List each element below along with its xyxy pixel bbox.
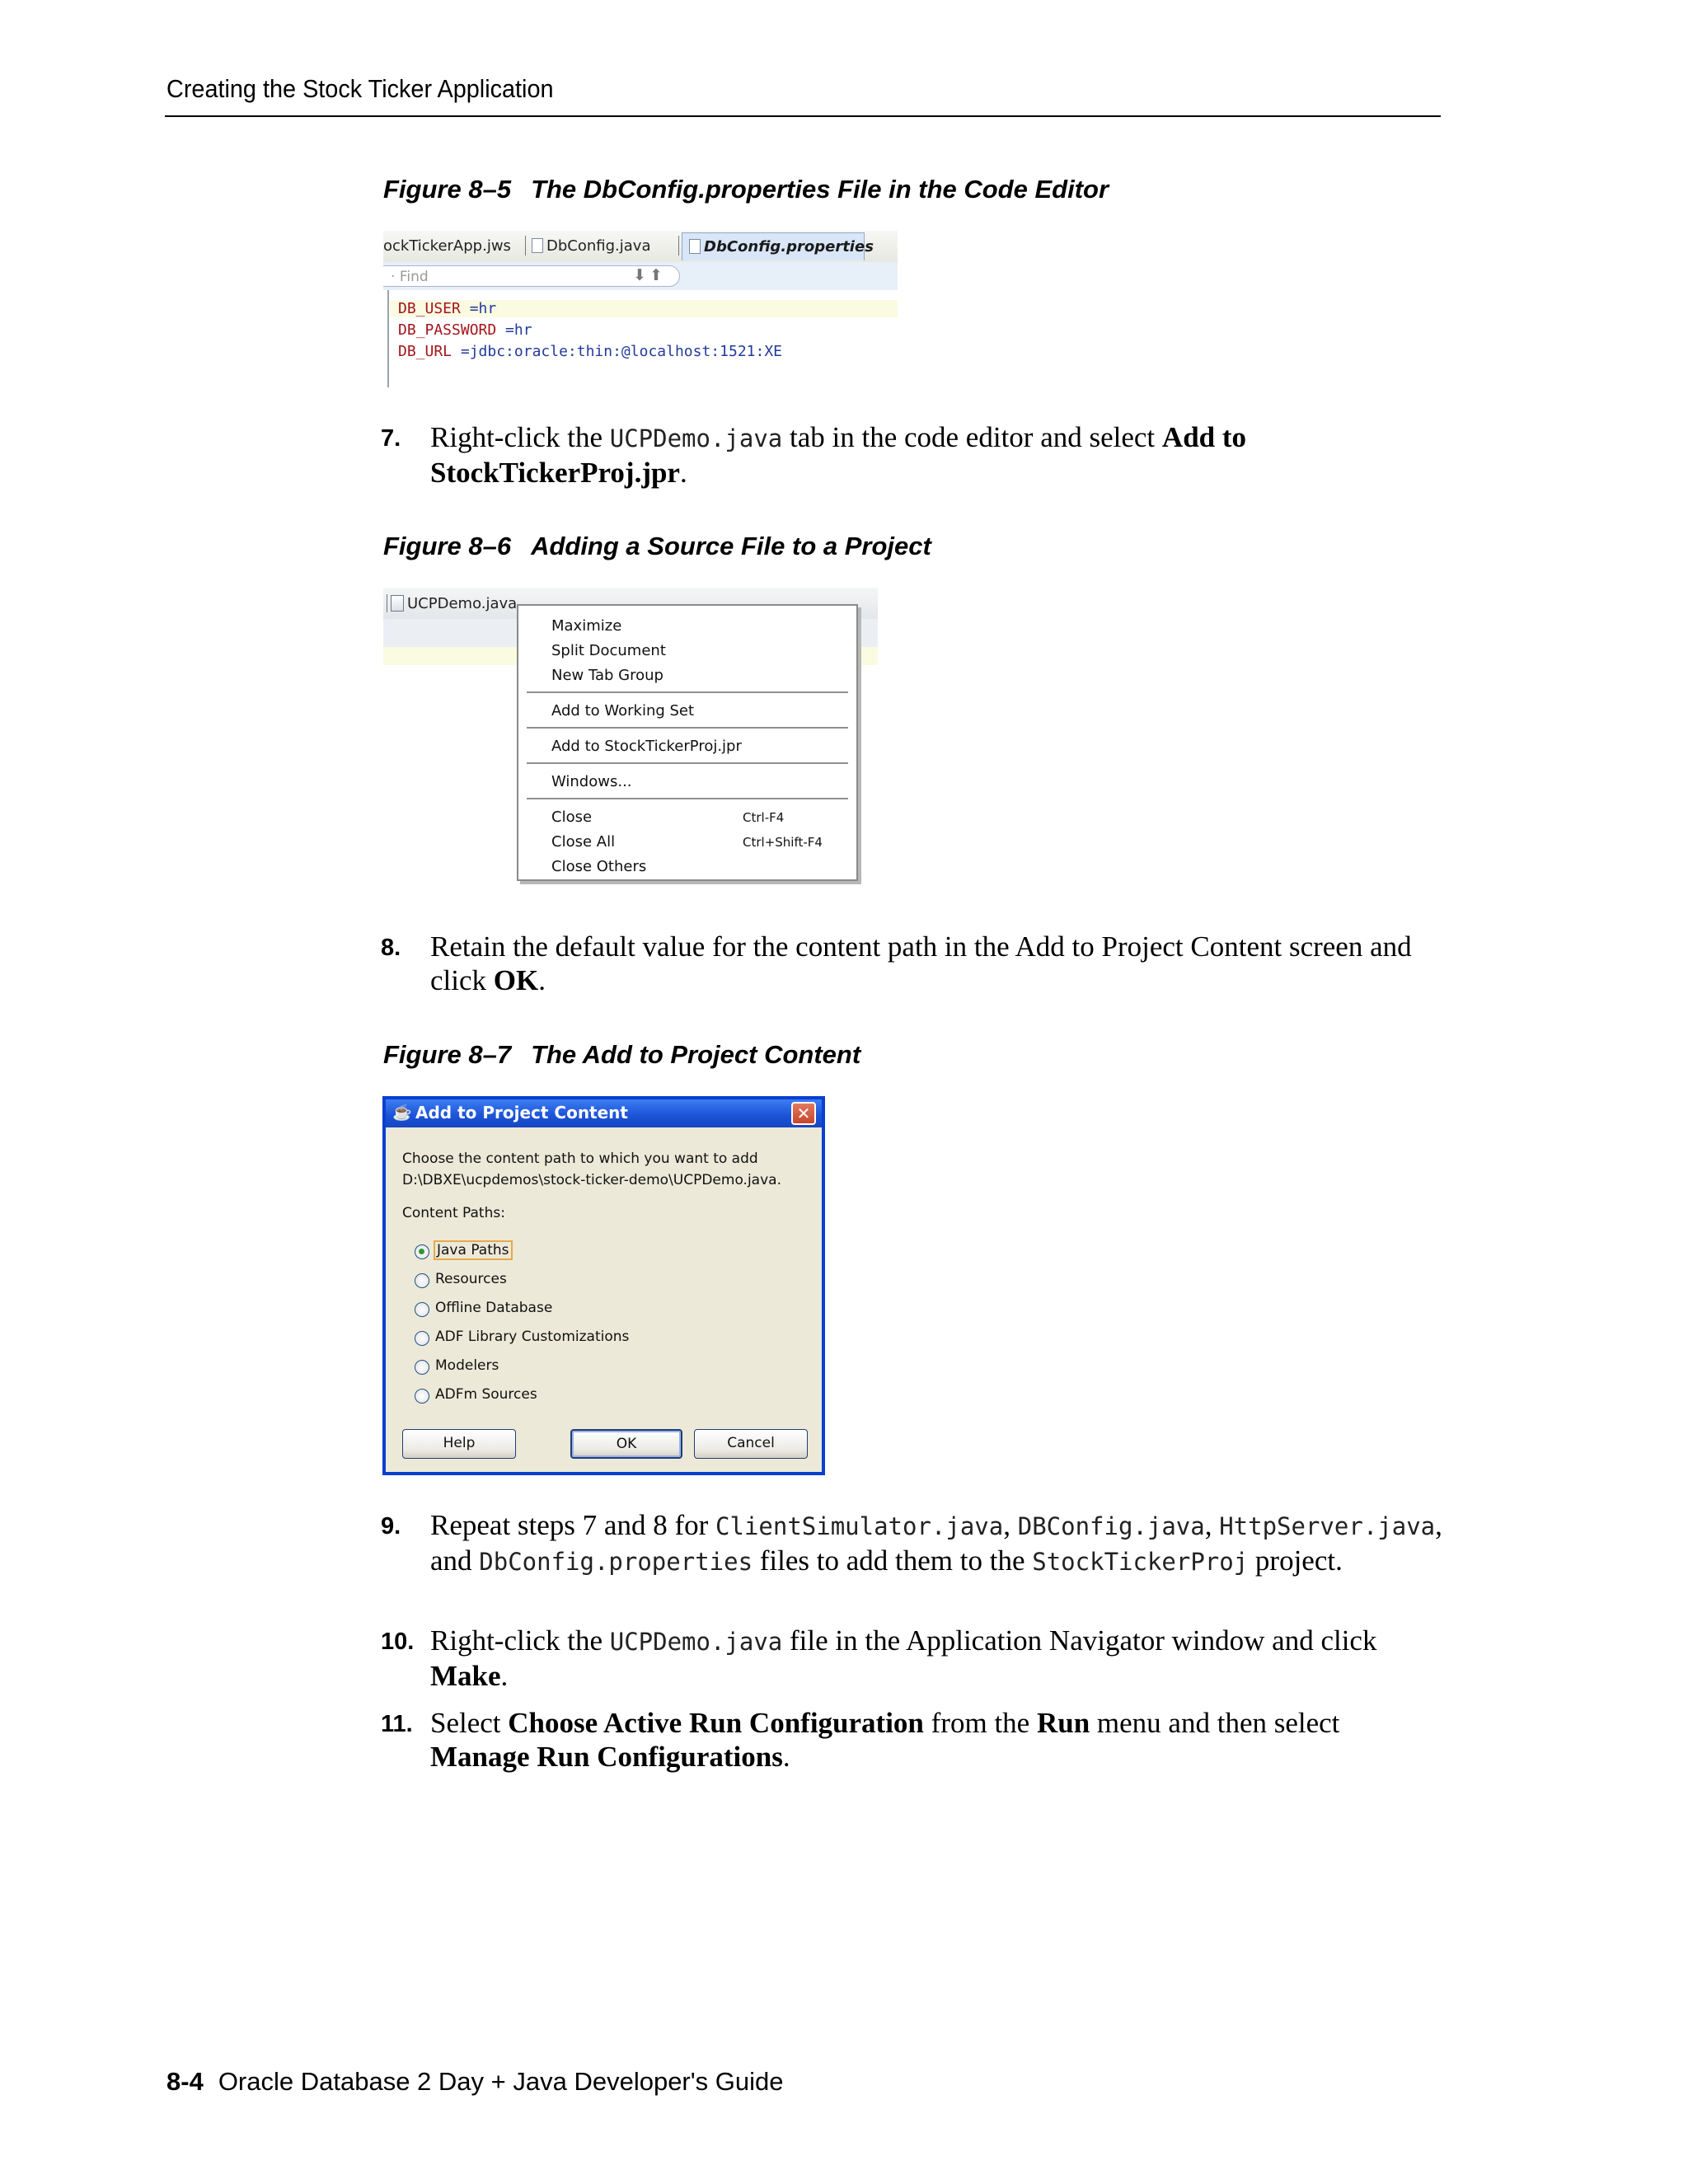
context-menu xyxy=(517,604,858,881)
radio-label: ADFm Sources xyxy=(435,1386,537,1403)
figure-8-5-caption xyxy=(383,175,1109,204)
tab-dbconfig-properties[interactable] xyxy=(682,232,874,260)
figure-title: The Add to Project Content xyxy=(531,1040,861,1069)
figure-8-6-caption xyxy=(383,532,931,561)
book-title: Oracle Database 2 Day + Java Developer's Guide xyxy=(218,2067,784,2096)
menu-item-close-all[interactable]: Close All xyxy=(551,833,616,851)
tab-stockticker-app[interactable]: ockTickerApp.jws xyxy=(383,237,511,255)
menu-item-close-others[interactable]: Close Others xyxy=(551,858,647,875)
step-text: Repeat steps 7 and 8 for ClientSimulator.java, DBConfig.java, HttpServer.java, and DbConfig.properties files to add them to the StockTickerProj project. xyxy=(430,1509,1442,1577)
step-text: Right-click the UCPDemo.java file in the Application Navigator window and click Make. xyxy=(430,1624,1377,1692)
step-number: 9. xyxy=(381,1513,401,1540)
close-all-shortcut: Ctrl+Shift-F4 xyxy=(743,835,823,850)
step-number: 10. xyxy=(381,1629,415,1655)
find-previous-icon[interactable]: ⬆ xyxy=(649,267,663,284)
tab-label: UCPDemo.java xyxy=(407,595,518,612)
code-editor-screenshot xyxy=(383,231,898,387)
tab-label: DbConfig.properties xyxy=(704,238,874,255)
radio-label: ADF Library Customizations xyxy=(435,1329,630,1345)
code-line: DB_PASSWORD =hr xyxy=(398,321,532,339)
radio-label: Resources xyxy=(435,1271,507,1287)
figure-title: The DbConfig.properties File in the Code Editor xyxy=(531,175,1109,204)
tab-ucpdemo-java[interactable] xyxy=(387,594,517,612)
code-line: DB_USER =hr xyxy=(390,300,898,317)
menu-separator xyxy=(527,762,848,764)
figure-8-7-caption xyxy=(383,1040,860,1070)
editor-gutter xyxy=(387,290,389,387)
figure-number: Figure 8–5 xyxy=(383,175,512,204)
step-text: Select Choose Active Run Configuration from the Run menu and then select Manage Run Configurations. xyxy=(430,1707,1340,1773)
content-paths-label: Content Paths: xyxy=(402,1205,505,1221)
find-placeholder: Find xyxy=(399,269,429,285)
menu-separator xyxy=(527,798,848,799)
java-file-icon xyxy=(532,238,543,253)
editor-tab-bar xyxy=(383,231,898,263)
dialog-prompt-line-1: Choose the content path to which you want to add xyxy=(402,1151,758,1167)
dialog-title-bar xyxy=(386,1099,822,1127)
jdeveloper-icon: ☕ xyxy=(392,1104,412,1122)
dialog-prompt-line-2: D:\DBXE\ucpdemos\stock-ticker-demo\UCPDemo.java. xyxy=(402,1172,781,1188)
radio-modelers[interactable] xyxy=(415,1360,429,1375)
page-number: 8-4 xyxy=(166,2067,204,2096)
radio-label: Offline Database xyxy=(435,1300,553,1316)
figure-number: Figure 8–7 xyxy=(383,1040,512,1069)
find-next-icon[interactable]: ⬇ xyxy=(633,267,646,284)
properties-file-icon xyxy=(689,239,701,254)
add-to-project-content-dialog xyxy=(382,1096,825,1475)
ok-button[interactable]: OK xyxy=(570,1429,682,1459)
step-number: 11. xyxy=(381,1711,413,1737)
step-text: Retain the default value for the content path in the Add to Project Content screen and click OK. xyxy=(430,930,1412,996)
menu-item-add-to-project[interactable]: Add to StockTickerProj.jpr xyxy=(551,738,742,755)
radio-java-paths[interactable] xyxy=(415,1244,429,1259)
radio-adfm-sources[interactable] xyxy=(415,1389,429,1404)
radio-label: Modelers xyxy=(435,1357,499,1374)
menu-separator xyxy=(527,727,848,729)
step-number: 7. xyxy=(381,425,401,452)
java-file-icon xyxy=(391,595,404,612)
close-button[interactable]: ✕ xyxy=(791,1102,816,1125)
figure-title: Adding a Source File to a Project xyxy=(531,532,931,560)
menu-item-windows[interactable]: Windows... xyxy=(551,773,632,790)
tab-dbconfig-java[interactable] xyxy=(532,237,650,255)
menu-separator xyxy=(527,691,848,693)
menu-item-maximize[interactable]: Maximize xyxy=(551,617,622,635)
step-text: Right-click the UCPDemo.java tab in the code editor and select Add to StockTickerProj.jpr. xyxy=(430,421,1247,489)
header-rule xyxy=(165,115,1441,117)
menu-item-close[interactable]: Close xyxy=(551,808,593,826)
tab-separator xyxy=(678,236,679,255)
running-header: Creating the Stock Ticker Application xyxy=(166,74,554,103)
tab-separator xyxy=(525,236,526,255)
find-bar xyxy=(383,262,898,290)
radio-offline-database[interactable] xyxy=(415,1302,429,1317)
radio-adf-library-customizations[interactable] xyxy=(415,1331,429,1346)
close-shortcut: Ctrl-F4 xyxy=(743,810,785,825)
context-menu-screenshot xyxy=(383,588,878,893)
menu-item-split-document[interactable]: Split Document xyxy=(551,642,666,659)
cancel-button[interactable]: Cancel xyxy=(694,1429,808,1459)
radio-label: Java Paths xyxy=(434,1240,513,1260)
menu-item-add-to-working-set[interactable]: Add to Working Set xyxy=(551,702,695,719)
help-button[interactable]: Help xyxy=(402,1429,516,1459)
radio-resources[interactable] xyxy=(415,1273,429,1288)
dialog-title: Add to Project Content xyxy=(415,1103,628,1122)
menu-item-new-tab-group[interactable]: New Tab Group xyxy=(551,667,663,684)
step-number: 8. xyxy=(381,935,401,961)
find-input[interactable]: · Find xyxy=(383,265,680,287)
code-line: DB_URL =jdbc:oracle:thin:@localhost:1521:XE xyxy=(398,343,782,360)
tab-label: DbConfig.java xyxy=(546,237,651,255)
page-footer xyxy=(166,2067,784,2097)
figure-number: Figure 8–6 xyxy=(383,532,512,560)
